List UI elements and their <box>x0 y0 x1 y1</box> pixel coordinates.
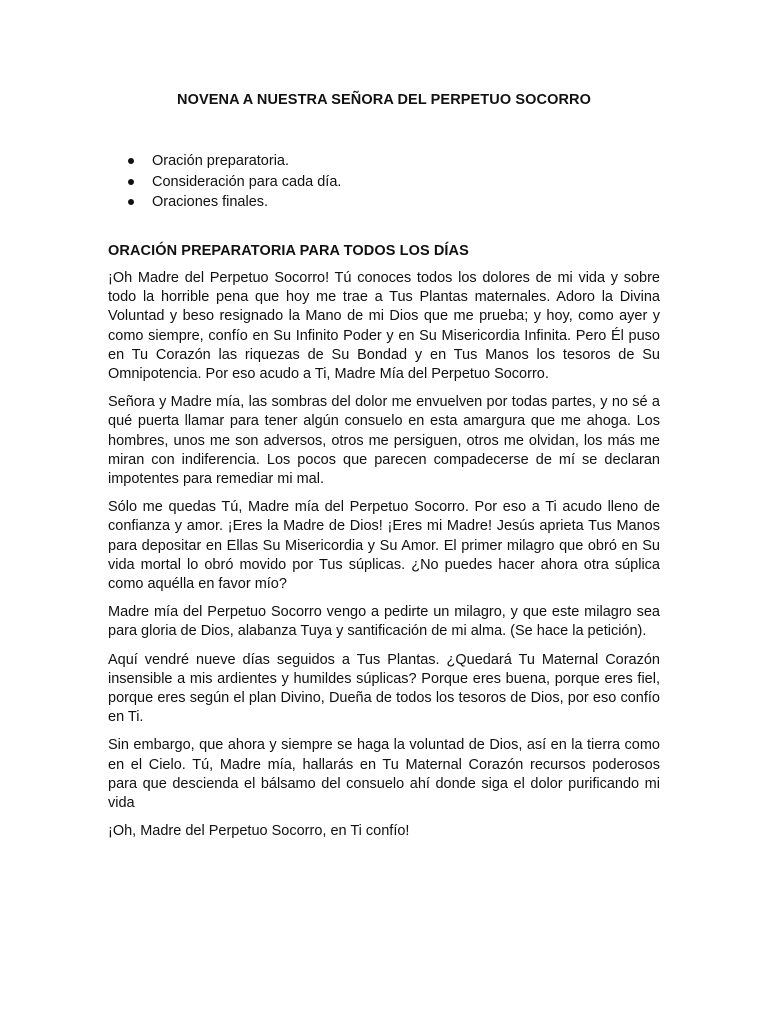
bullet-dot-icon <box>128 158 134 164</box>
paragraph: ¡Oh, Madre del Perpetuo Socorro, en Ti confío! <box>108 823 410 840</box>
bullet-dot-icon <box>128 199 134 205</box>
paragraph: Aquí vendré nueve días seguidos a Tus Plantas. ¿Quedará Tu Maternal Corazón insensible a mis ardientes y humildes súplicas? Porque eres buena, porque eres fiel, porque eres según el plan Divino, Dueña de todos los tesoros de Dios, por eso confío en Ti. <box>108 651 660 726</box>
paragraph: Sin embargo, que ahora y siempre se haga la voluntad de Dios, así en la tierra como en el Cielo. Tú, Madre mía, hallarás en Tu Maternal Corazón recursos poderosos para que descienda el bálsamo del consuelo ahí donde siga el dolor purificando mi vida <box>108 737 660 812</box>
list-item <box>128 151 341 172</box>
paragraph: Sólo me quedas Tú, Madre mía del Perpetuo Socorro. Por eso a Ti acudo lleno de confianza y amor. ¡Eres la Madre de Dios! ¡Eres mi Madre! Jesús aprieta Tus Manos para depositar en Ellas Su Misericordia y Su Amor. El primer milagro que obró en Su vida mortal lo obró movido por Tus súplicas. ¿No puedes hacer ahora otra súplica como aquélla en favor mío? <box>108 499 660 593</box>
list-item <box>128 172 341 193</box>
paragraph: Madre mía del Perpetuo Socorro vengo a pedirte un milagro, y que este milagro sea para gloria de Dios, alabanza Tuya y santificación de mi alma. (Se hace la petición). <box>108 604 660 640</box>
paragraph: ¡Oh Madre del Perpetuo Socorro! Tú conoces todos los dolores de mi vida y sobre todo la horrible pena que hoy me trae a Tus Plantas maternales. Adoro la Divina Voluntad y beso resignado la Mano de mi Dios que me prueba; y hoy, como ayer y como siempre, confío en Su Infinito Poder y en Su Misericordia Infinita. Pero Él puso en Tu Corazón las riquezas de Su Bondad y en Tus Manos los tesoros de Su Omnipotencia. Por eso acudo a Ti, Madre Mía del Perpetuo Socorro. <box>108 270 660 383</box>
bullet-list <box>128 151 341 213</box>
list-item-text: Consideración para cada día. <box>152 173 342 190</box>
list-item-text: Oración preparatoria. <box>152 153 290 169</box>
document-title: NOVENA A NUESTRA SEÑORA DEL PERPETUO SOCORRO <box>177 92 591 108</box>
paragraph: Señora y Madre mía, las sombras del dolor me envuelven por todas partes, y no sé a qué puerta llamar para tener algún consuelo en esta amargura que me ahoga. Los hombres, unos me son adversos, otros me persiguen, otros me olvidan, los más me miran con indiferencia. Los pocos que parecen compadecerse de mí se declaran impotentes para remediar mi mal. <box>108 394 660 488</box>
list-item-text: Oraciones finales. <box>152 194 269 210</box>
list-item <box>128 192 341 213</box>
section-heading: ORACIÓN PREPARATORIA PARA TODOS LOS DÍAS <box>108 243 469 259</box>
bullet-dot-icon <box>128 179 134 185</box>
prayer-body <box>108 269 660 850</box>
